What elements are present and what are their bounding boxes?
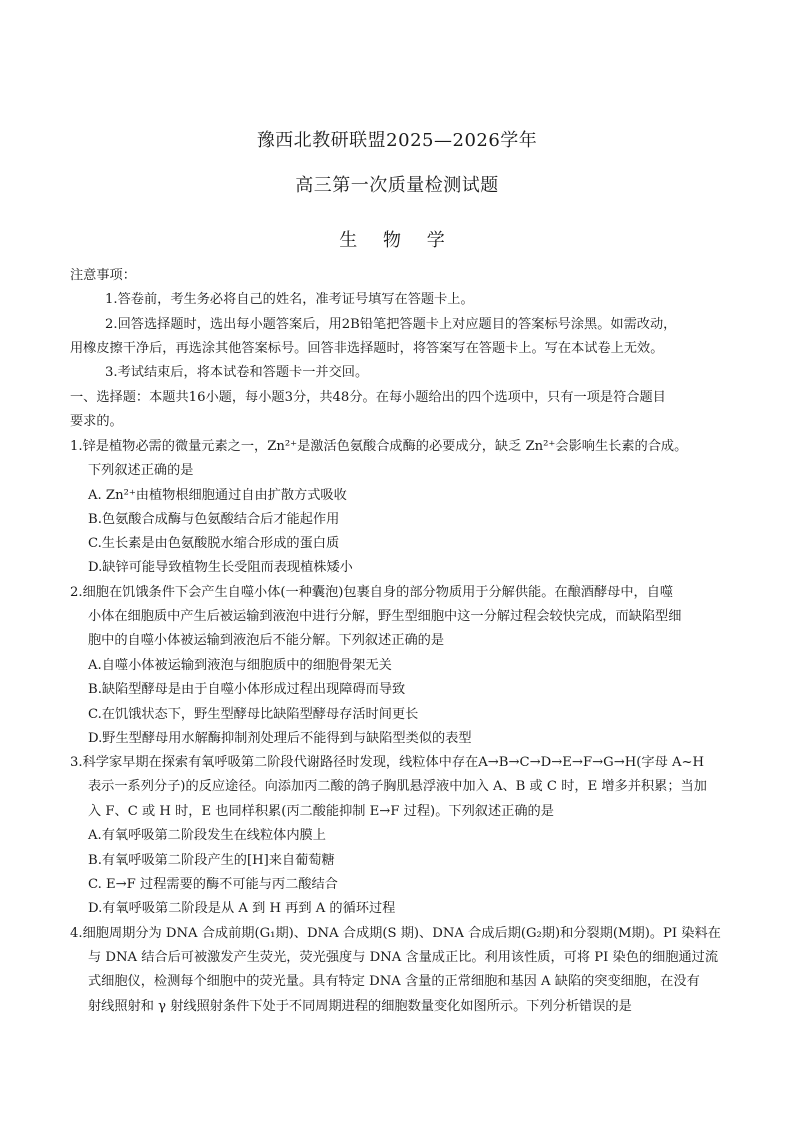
question-2-stem-cont-1: 小体在细胞质中产生后被运输到液泡中进行分解，野生型细胞中这一分解过程会较快完成，而缺陷型细 (88, 609, 682, 624)
question-2-option-d: D.野生型酵母用水解酶抑制剂处理后不能得到与缺陷型类似的表型 (88, 731, 472, 746)
question-1-option-c: C.生长素是由色氨酸脱水缩合形成的蛋白质 (88, 536, 340, 551)
notice-item-2-cont: 用橡皮擦干净后，再选涂其他答案标号。回答非选择题时，将答案写在答题卡上。写在本试卷上无效。 (70, 341, 664, 356)
notice-item-3: 3.考试结束后，将本试卷和答题卡一并交回。 (105, 365, 369, 380)
question-3-option-c: C. E→F 过程需要的酶不可能与丙二酸结合 (88, 877, 338, 892)
exam-subtitle: 高三第一次质量检测试题 (295, 175, 499, 196)
section-heading: 一、选择题：本题共16小题，每小题3分，共48分。在每小题给出的四个选项中，只有一项是符合题目 (70, 390, 666, 405)
question-2-option-a: A.自噬小体被运输到液泡与细胞质中的细胞骨架无关 (88, 658, 392, 673)
question-2-option-c: C.在饥饿状态下，野生型酵母比缺陷型酵母存活时间更长 (88, 707, 419, 722)
subject-title: 生 物 学 (339, 230, 455, 251)
question-3-stem-cont-1: 表示一系列分子)的反应途径。向添加丙二酸的鸽子胸肌悬浮液中加入 A、B 或 C 时，E 增多并积累；当加 (88, 779, 707, 794)
notice-item-2: 2.回答选择题时，选出每小题答案后，用2B铅笔把答题卡上对应题目的答案标号涂黑。如需改动， (105, 317, 677, 332)
question-2-stem-cont-2: 胞中的自噬小体被运输到液泡后不能分解。下列叙述正确的是 (88, 633, 445, 648)
question-3-option-a: A.有氧呼吸第二阶段发生在线粒体内膜上 (88, 828, 326, 843)
question-1-stem: 1.锌是植物必需的微量元素之一，Zn²⁺是激活色氨酸合成酶的必要成分，缺乏 Zn²⁺会影响生长素的合成。 (70, 439, 688, 454)
question-4-stem-cont-1: 与 DNA 结合后可被激发产生荧光，荧光强度与 DNA 含量成正比。利用该性质，可将 PI 染色的细胞通过流 (88, 950, 719, 965)
question-3-stem: 3.科学家早期在探索有氧呼吸第二阶段代谢路径时发现，线粒体中存在A→B→C→D→E→F→G→H(字母 A~H (70, 755, 705, 770)
question-3-stem-cont-2: 入 F、C 或 H 时，E 也同样积累(丙二酸能抑制 E→F 过程)。下列叙述正确的是 (88, 804, 554, 819)
question-1-option-a: A. Zn²⁺由植物根细胞通过自由扩散方式吸收 (88, 488, 347, 503)
exam-title: 豫西北教研联盟2025—2026学年 (256, 130, 538, 151)
notice-item-1: 1.答卷前，考生务必将自己的姓名，准考证号填写在答题卡上。 (105, 292, 474, 307)
question-4-stem-cont-3: 射线照射和 γ 射线照射条件下处于不同周期进程的细胞数量变化如图所示。下列分析错误的是 (88, 999, 632, 1014)
notice-heading: 注意事项： (70, 268, 136, 283)
question-1-stem-cont: 下列叙述正确的是 (88, 463, 194, 478)
question-3-option-d: D.有氧呼吸第二阶段是从 A 到 H 再到 A 的循环过程 (88, 901, 396, 916)
question-4-stem: 4.细胞周期分为 DNA 合成前期(G₁期)、DNA 合成期(S 期)、DNA 合成后期(G₂期)和分裂期(M期)。PI 染料在 (70, 926, 721, 941)
question-4-stem-cont-2: 式细胞仪，检测每个细胞中的荧光量。具有特定 DNA 含量的正常细胞和基因 A 缺陷的突变细胞，在没有 (88, 974, 700, 989)
question-1-option-b: B.色氨酸合成酶与色氨酸结合后才能起作用 (88, 512, 340, 527)
question-2-option-b: B.缺陷型酵母是由于自噬小体形成过程出现障碍而导致 (88, 682, 406, 697)
question-2-stem: 2.细胞在饥饿条件下会产生自噬小体(一种囊泡)包裹自身的部分物质用于分解供能。在酿酒酵母中，自噬 (70, 585, 674, 600)
question-1-option-d: D.缺锌可能导致植物生长受阻而表现植株矮小 (88, 560, 353, 575)
question-3-option-b: B.有氧呼吸第二阶段产生的[H]来自葡萄糖 (88, 853, 335, 868)
section-heading-cont: 要求的。 (70, 414, 123, 429)
